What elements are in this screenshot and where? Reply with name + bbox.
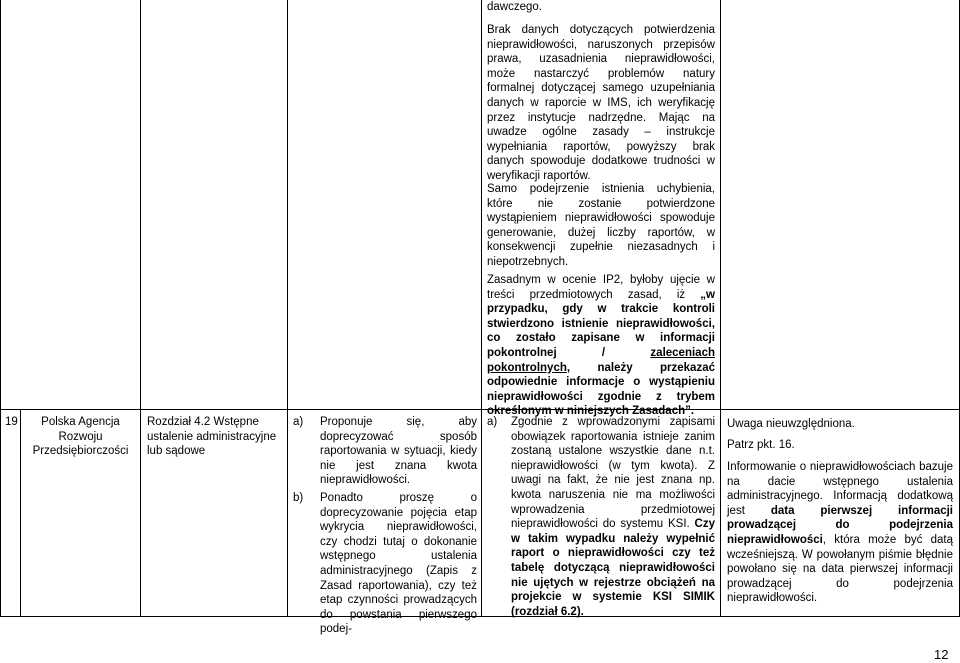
table-col4-divider	[481, 0, 482, 617]
response-explanation	[727, 460, 953, 606]
proposal-b	[293, 491, 477, 636]
document-section: Rozdział 4.2 Wstępne ustalenie administracyjne lub sądowe	[147, 416, 277, 458]
response-plain: Informowanie o nieprawidłowościach bazuje na dacie wstępnego ustalenia administracyjnego. Informacją dodatkową jest	[727, 461, 953, 517]
top-fragment: dawczego.	[487, 1, 542, 13]
response-end: , która może być datą wcześniejszą. W powołanym piśmie błędnie powołano się na data pierwszej informacji prowadzącej do podejrzenia nieprawidłowości.	[727, 533, 953, 605]
table-col5-divider	[720, 0, 721, 617]
justification-a	[487, 415, 715, 618]
justification-a-label: a)	[487, 416, 498, 428]
para3-bold-2: , należy przekazać odpowiednie informacje o wystąpieniu nieprawidłowości zgodnie z trybem określonym w niniejszych Zasadach	[487, 361, 715, 418]
justification-a-plain: Zgodnie z wprowadzonymi zapisami obowiązek raportowania istnieje zanim zostaną ustalone wszystkie dane n.t. nieprawidłowości (w tym kwota). Z uwagi na fakt, że nie jest znana np. kwota naruszenia nie ma możliwości wprowadzenia przedmiotowej nieprawidłowości do systemu KSI.	[511, 416, 715, 531]
table-left-border	[0, 0, 1, 617]
proposal-a-label: a)	[293, 416, 304, 428]
justification-a-text	[511, 415, 715, 619]
table-row-divider	[0, 409, 960, 410]
proposal-b-label: b)	[293, 492, 304, 504]
table-col3-divider	[287, 0, 288, 617]
para3-bold-underlined: zaleceniach pokontrolnych	[487, 346, 715, 374]
para3-intro: Zasadnym w ocenie IP2, byłoby ujęcie w treści przedmiotowych zasad, iż	[487, 274, 715, 301]
proposal-a-text: Proponuje się, aby doprecyzować sposób raportowania w sytuacji, kiedy nie jest znana kwota nieprawidłowości.	[320, 416, 477, 487]
table-col1-divider	[20, 409, 21, 617]
response-status: Uwaga nieuwzględniona.	[727, 418, 855, 430]
justification-paragraph-2: Samo podejrzenie istnienia uchybienia, które nie zostanie potwierdzone wystąpieniem nieprawidłowości spowoduje generowanie, dużej liczby raportów, w konsekwencji zupełnie niezasadnych i niepotrzebnych.	[487, 183, 715, 268]
table-col2-divider	[140, 0, 141, 617]
para3-bold-1: „w przypadku, gdy w trakcie kontroli stwierdzono istnienie nieprawidłowości, co zostało zapisane w informacji pokontrolnej /	[487, 288, 715, 359]
justification-paragraph-3	[487, 273, 715, 419]
row-number: 19	[5, 416, 18, 428]
response-reference: Patrz pkt. 16.	[727, 439, 795, 451]
proposal-a	[293, 415, 477, 485]
institution-name: Polska Agencja Rozwoju Przedsiębiorczości	[32, 416, 129, 458]
justification-a-bold: Czy w takim wypadku należy wypełnić raport o nieprawidłowości czy też tabelę dotyczącą nieprawidłowości nie ujętych w rejestrze obciążeń na projekcie w systemie KSI SIMIK (rozdział 6.2).	[511, 518, 715, 618]
page-number: 12	[934, 647, 949, 662]
table-bottom-border	[0, 616, 960, 617]
proposal-b-text: Ponadto proszę o doprecyzowanie pojęcia etap wykrycia nieprawidłowości, czy chodzi tutaj o dokonanie wstępnego ustalenia administracyjnego (Zapis z Zasad raportowania), czy też etap czynności prowadzących do powstania pierwszego podej-	[320, 492, 477, 636]
para3-end: ”.	[685, 405, 695, 418]
response-bold: data pierwszej informacji prowadzącej do podejrzenia nieprawidłowości	[727, 504, 954, 546]
justification-paragraph-1: Brak danych dotyczących potwierdzenia nieprawidłowości, naruszonych przepisów prawa, uzasadnienia nieprawidłowości, może nastarczyć problemów natury formalnej dotyczącej samego uzupełniania danych w raporcie w IMS, ich weryfikację przez instytucje nadrzędne. Mając na uwadze ogólne zasady – instrukcje wypełniania raportów, powyższy brak danych spowoduje dodatkowe trudności w weryfikacji raportów.	[487, 24, 715, 182]
